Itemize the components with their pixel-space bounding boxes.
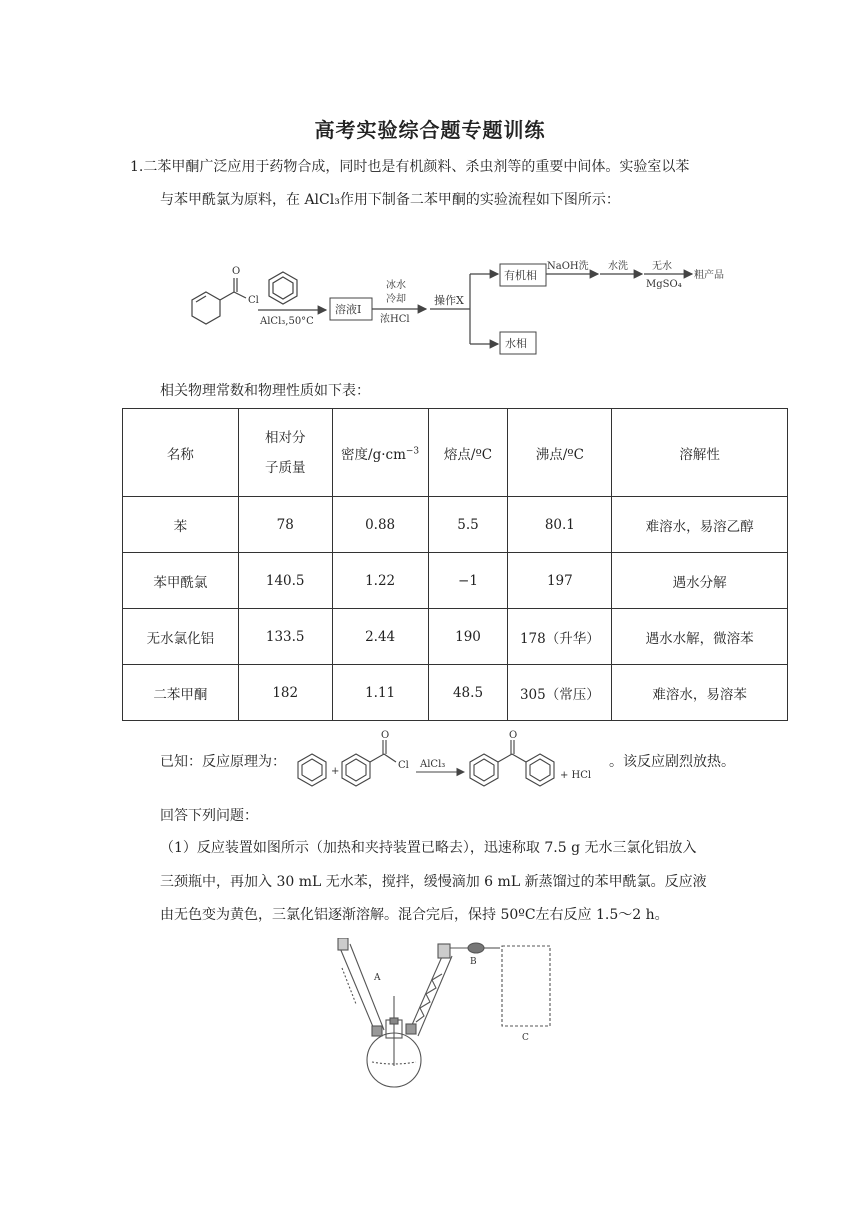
flow-dry-bottom: MgSO₄ bbox=[646, 279, 682, 290]
label-b: B bbox=[470, 957, 477, 967]
cell-name: 无水氯化铝 bbox=[123, 609, 239, 665]
cell-density: 2.44 bbox=[332, 609, 428, 665]
benzoyl-chloride-structure bbox=[192, 278, 246, 324]
cell-name: 二苯甲酮 bbox=[123, 665, 239, 721]
cell-mp: 48.5 bbox=[428, 665, 508, 721]
header-density bbox=[332, 409, 428, 497]
cell-density: 1.11 bbox=[332, 665, 428, 721]
flow-cl-label: Cl bbox=[248, 295, 259, 306]
flow-step-cool: 冷却 bbox=[386, 294, 406, 305]
cell-bp: 80.1 bbox=[508, 497, 612, 553]
benzoyl-chloride-structure bbox=[342, 740, 396, 786]
reaction-cl-label: Cl bbox=[398, 760, 409, 771]
reaction-plus: + bbox=[331, 766, 340, 777]
table-row bbox=[123, 609, 788, 665]
label-a: A bbox=[374, 973, 381, 983]
reaction-scheme bbox=[294, 730, 608, 794]
reaction-catalyst: AlCl₃ bbox=[420, 759, 446, 770]
header-density-exp: −3 bbox=[405, 446, 420, 456]
flow-o-label: O bbox=[232, 266, 241, 277]
cell-mw: 78 bbox=[238, 497, 332, 553]
flow-box-solution: 溶液Ⅰ bbox=[335, 303, 362, 316]
table-row bbox=[123, 665, 788, 721]
reaction-hcl: + HCl bbox=[560, 770, 592, 781]
table-row bbox=[123, 497, 788, 553]
table-row bbox=[123, 553, 788, 609]
part1-line2: 三颈瓶中，再加入 30 mL 无水苯，搅拌，缓慢滴加 6 mL 新蒸馏过的苯甲酰氯。反应液 bbox=[160, 874, 707, 890]
condenser bbox=[406, 944, 452, 1036]
flow-step-ice: 冰水 bbox=[386, 280, 406, 291]
header-density-text: 密度/g·cm bbox=[341, 446, 406, 463]
cell-mp: 190 bbox=[428, 609, 508, 665]
cell-solubility: 遇水分解 bbox=[612, 553, 788, 609]
label-c: C bbox=[522, 1033, 529, 1043]
header-bp: 沸点/ºC bbox=[508, 409, 612, 497]
apparatus-diagram bbox=[320, 938, 560, 1090]
cell-mw: 140.5 bbox=[238, 553, 332, 609]
table-intro: 相关物理常数和物理性质如下表： bbox=[160, 383, 370, 399]
part1-line1: （1）反应装置如图所示（加热和夹持装置已略去），迅速称取 7.5 g 无水三氯化铝放入 bbox=[160, 840, 697, 856]
cell-mw: 182 bbox=[238, 665, 332, 721]
cell-solubility: 难溶水，易溶乙醇 bbox=[612, 497, 788, 553]
reaction-product-o-label: O bbox=[509, 730, 518, 741]
reaction-o-label: O bbox=[381, 730, 390, 741]
cell-name: 苯 bbox=[123, 497, 239, 553]
cell-bp: 305（常压） bbox=[508, 665, 612, 721]
dropping-funnel bbox=[338, 938, 384, 1036]
cell-mp: 5.5 bbox=[428, 497, 508, 553]
header-name: 名称 bbox=[123, 409, 239, 497]
header-solubility: 溶解性 bbox=[612, 409, 788, 497]
cell-mp: −1 bbox=[428, 553, 508, 609]
cell-solubility: 难溶水，易溶苯 bbox=[612, 665, 788, 721]
flow-chart bbox=[180, 258, 740, 362]
flow-crude-product: 粗产品 bbox=[694, 270, 724, 281]
benzene-structure bbox=[269, 272, 297, 304]
table-header-row bbox=[123, 409, 788, 497]
cell-bp: 178（升华） bbox=[508, 609, 612, 665]
header-mp: 熔点/ºC bbox=[428, 409, 508, 497]
cell-density: 1.22 bbox=[332, 553, 428, 609]
benzophenone-structure bbox=[470, 740, 554, 786]
drying-tube bbox=[468, 943, 484, 953]
flow-dry-top: 无水 bbox=[652, 261, 672, 272]
cell-mw: 133.5 bbox=[238, 609, 332, 665]
header-mw-line1: 相对分 bbox=[264, 429, 306, 446]
cell-solubility: 遇水水解，微溶苯 bbox=[612, 609, 788, 665]
reaction-suffix: 。该反应剧烈放热。 bbox=[609, 754, 735, 770]
q1-text-line1: 1.二苯甲酮广泛应用于药物合成，同时也是有机颜料、杀虫剂等的重要中间体。实验室以苯 bbox=[130, 159, 690, 175]
flow-wash-naoh: NaOH洗 bbox=[547, 261, 589, 272]
reaction-prefix: 已知：反应原理为： bbox=[160, 754, 286, 770]
cell-density: 0.88 bbox=[332, 497, 428, 553]
q1-text-line2: 与苯甲酰氯为原料，在 AlCl₃作用下制备二苯甲酮的实验流程如下图所示： bbox=[160, 192, 620, 208]
benzene-structure bbox=[298, 754, 326, 786]
answer-prompt: 回答下列问题： bbox=[160, 808, 258, 824]
header-mw bbox=[238, 409, 332, 497]
page-title: 高考实验综合题专题训练 bbox=[314, 118, 546, 142]
cell-bp: 197 bbox=[508, 553, 612, 609]
flow-box-aqueous: 水相 bbox=[505, 337, 527, 350]
flow-box-organic: 有机相 bbox=[504, 269, 537, 282]
header-mw-line2: 子质量 bbox=[264, 459, 306, 476]
flow-box-op: 操作X bbox=[434, 294, 464, 307]
part1-line3: 由无色变为黄色，三氯化铝逐渐溶解。混合完后，保持 50ºC左右反应 1.5～2 h。 bbox=[160, 907, 669, 923]
flow-wash-water: 水洗 bbox=[608, 261, 628, 272]
physical-properties-table bbox=[122, 408, 788, 721]
absorption-vessel bbox=[502, 946, 550, 1026]
cell-name: 苯甲酰氯 bbox=[123, 553, 239, 609]
flow-step-hcl: 浓HCl bbox=[380, 314, 410, 325]
flow-condition: AlCl₃,50°C bbox=[260, 316, 314, 327]
